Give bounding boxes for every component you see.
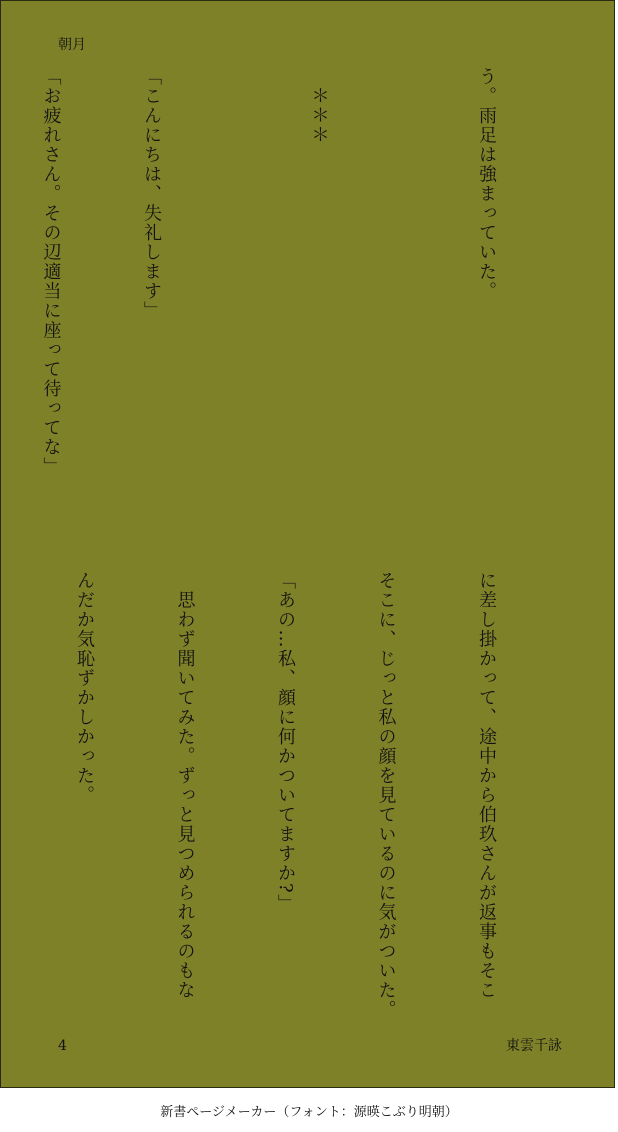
generator-caption: 新書ページメーカー（フォント：源暎こぶり明朝） <box>160 1105 458 1120</box>
text-block-top <box>0 67 570 527</box>
text-line: 「あの…私、顔に何かついてますか?」 <box>275 571 296 914</box>
text-line: 「お疲れさん。その辺適当に座って待ってな」 <box>40 67 62 477</box>
text-line: に差し掛かって、途中から伯玖さんが返事もそこ <box>476 571 497 1000</box>
text-line <box>0 571 1 1021</box>
text-line: 思わず聞いてみた。ずっと見つめられるのもな <box>174 571 196 1000</box>
page-number: 4 <box>58 1038 67 1054</box>
running-header-title: 朝月 <box>58 37 86 53</box>
text-line: 「こんにちは、失礼します」 <box>141 67 162 321</box>
section-break: ＊＊＊ <box>308 67 330 145</box>
author-name: 東雲千詠 <box>506 1038 562 1054</box>
text-block-bottom <box>0 571 570 1021</box>
text-line: んだか気恥ずかしかった。 <box>74 571 95 805</box>
text-line: う。雨足は強まっていた。 <box>476 67 497 301</box>
text-line: そこに、じっと私の顔を見ているのに気がついた。 <box>375 571 397 1020</box>
